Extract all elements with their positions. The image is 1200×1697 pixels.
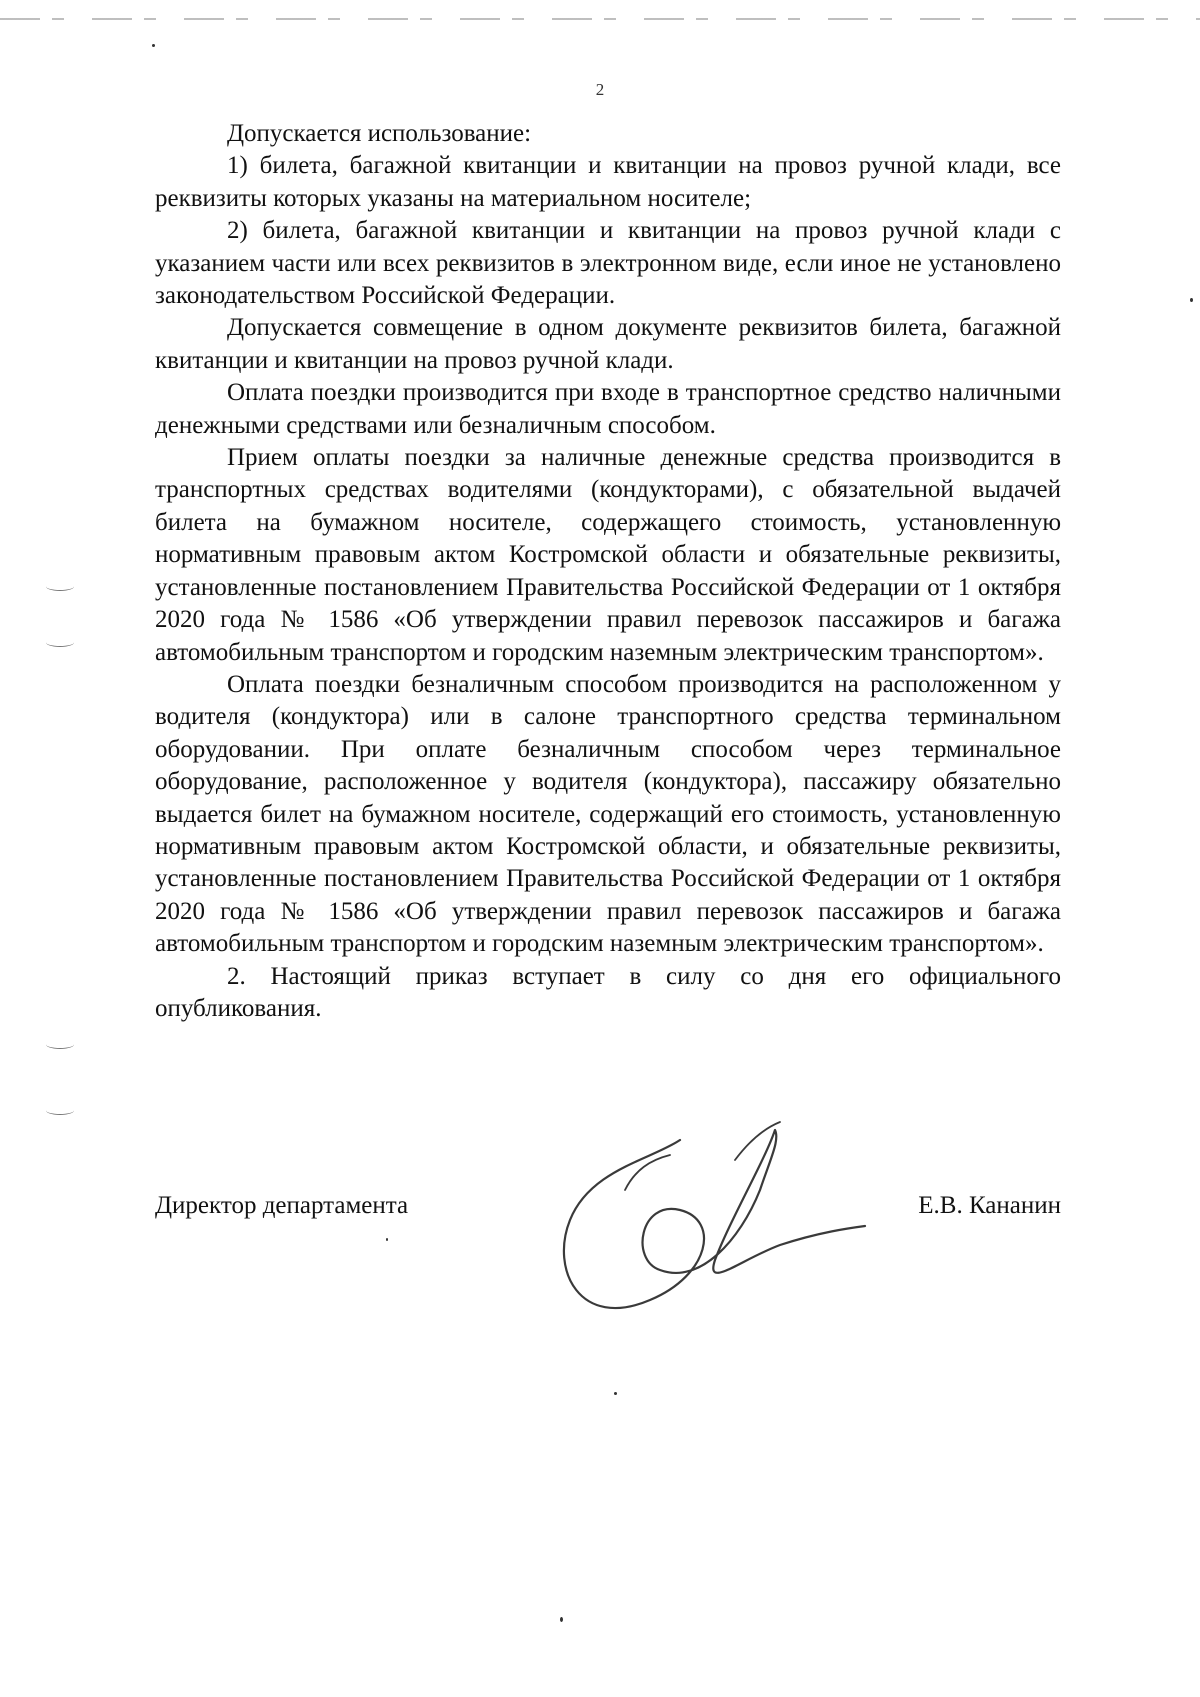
scan-speck <box>614 1392 617 1395</box>
paragraph-usage-intro: Допускается использование: <box>227 120 532 147</box>
paragraph-item-1: 1) билета, багажной квитанции и квитанции на провоз ручной клади, все реквизиты которых указаны на материальном носителе; <box>155 152 1061 212</box>
margin-mark <box>46 1040 74 1049</box>
margin-mark <box>46 638 74 647</box>
margin-mark <box>46 582 74 591</box>
scan-speck <box>386 1238 388 1241</box>
document-body <box>155 118 1061 1025</box>
paragraph-payment: Оплата поездки производится при входе в транспортное средство наличными денежными средствами или безналичным способом. <box>155 379 1061 439</box>
scan-speck <box>1190 298 1193 302</box>
paragraph-cashless-payment: Оплата поездки безналичным способом производится на расположенном у водителя (кондуктора) или в салоне транспортного средства терминальном оборудовании. При оплате безналичным способом через терминальное оборудование, расположенное у водителя (кондуктора), пассажиру обязательно выдается билет на бумажном носителе, содержащий его стоимость, установленную нормативным правовым актом Костромской области, и обязательные реквизиты, установленные постановлением Правительства Российской Федерации от 1 октября 2020 года № 1586 «Об утверждении правил перевозок пассажиров и багажа автомобильным транспортом и городским наземным электрическим транспортом». <box>155 670 1061 958</box>
signature-block <box>155 1180 1061 1420</box>
signatory-name: Е.В. Кананин <box>918 1192 1061 1219</box>
page-number: 2 <box>595 80 605 99</box>
paragraph-cash-payment: Прием оплаты поездки за наличные денежные средства производится в транспортных средствах водителями (кондукторами), с обязательной выдачей билета на бумажном носителе, содержащего стоимость, установленную нормативным правовым актом Костромской области и обязательные реквизиты, установленные постановлением Правительства Российской Федерации от 1 октября 2020 года № 1586 «Об утверждении правил перевозок пассажиров и багажа автомобильным транспортом и городским наземным электрическим транспортом». <box>155 444 1061 666</box>
scan-edge-artifact <box>0 18 1200 20</box>
margin-mark <box>46 1106 74 1115</box>
scan-speck <box>152 44 155 47</box>
paragraph-item-2: 2) билета, багажной квитанции и квитанции на провоз ручной клади с указанием части или всех реквизитов в электронном виде, если иное не установлено законодательством Российской Федерации. <box>155 217 1061 310</box>
scan-speck <box>560 1617 563 1622</box>
handwritten-signature-icon <box>530 1100 870 1340</box>
paragraph-effective-date: 2. Настоящий приказ вступает в силу со дня его официального опубликования. <box>155 962 1061 1022</box>
paragraph-combining: Допускается совмещение в одном документе реквизитов билета, багажной квитанции и квитанции на провоз ручной клади. <box>155 314 1061 374</box>
signatory-title: Директор департамента <box>155 1192 409 1219</box>
